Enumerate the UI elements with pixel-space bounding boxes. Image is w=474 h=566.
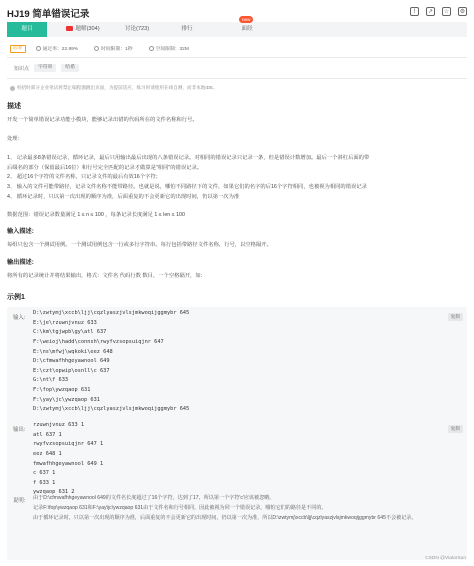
pass-rate-text: 通过率：22.99% (42, 47, 79, 52)
tab-interview[interactable]: 面经 (241, 26, 253, 32)
title-tools (410, 7, 467, 16)
rule-line: 2、 超过16个字符的文件名称，只记录文件的最后有效16个字符； (7, 174, 161, 180)
example-input[interactable] (33, 309, 189, 415)
pass-rate (36, 45, 78, 52)
memory-icon (149, 46, 154, 51)
tab-ranking[interactable]: 排行 (181, 26, 193, 32)
problem-title: HJ19 简单错误记录 (7, 9, 90, 20)
copy-output-button[interactable]: 复制 (448, 425, 463, 433)
code-line: rwyfvzsopsuiqjnr 647 1 (33, 441, 104, 448)
code-line: E:\je\rzuwnjvnuz 633 (33, 319, 97, 326)
explain-line: 由于循环记录时，只以第一次出现的顺序为准，后面重复的不会更新它的出现时间，仍以第一次为准，所以D:\zwtymj\xccb\ljj\cqzlyaszjvlsjmkwoqijggmybr 645不会被记录。 (33, 514, 417, 521)
code-line: rzuwnjvnuz 633 1 (33, 422, 85, 428)
rule-line: 1、 记录最多8条错误记录，循环记录，最后只用输出最后出现的八条错误记录。对相同的错误记录只记录一条，但是错误计数增加。最后一个斜杠后面的带 (7, 155, 370, 161)
input-label: 输入: (13, 315, 26, 321)
input-title: 输入描述: (7, 228, 34, 235)
example-title: 示例1 (7, 294, 25, 301)
settings-icon[interactable]: ⚙ (459, 8, 466, 15)
code-line: eez 648 1 (33, 450, 62, 457)
knowledge-points (14, 64, 79, 72)
code-line: D:\zwtymj\xccb\ljj\cqzlyaszjvlsjmkwoqijggmybr 645 (33, 310, 190, 316)
describe-intro: 开发一个简单错误记录功能小模块，能够记录出错的代码所在的文件名称和行号。 (7, 117, 198, 123)
video-icon (66, 26, 73, 31)
example-output[interactable] (33, 421, 103, 498)
time-limit (94, 45, 132, 52)
example-box (7, 307, 467, 560)
tab-discussion[interactable]: 讨论(723) (124, 26, 150, 32)
notice-text: 校招时部分企业笔试将禁止编程题跳出页面，为提前适应，练习时请使用在线自测，而非本地IDE。 (17, 85, 218, 90)
knowledge-label: 知识点 (14, 65, 30, 72)
code-line: ywzqaop 631 2 (33, 489, 75, 496)
code-line: fmwafhhgeyawnool 649 1 (33, 460, 104, 467)
rule-line: 3、 输入的文件可能带路径，记录文件名称不能带路径。也就是说，哪怕不同路径下的文件，如果它们的名字的后16个字符相同，也被视为相同的错误记录 (7, 184, 367, 190)
title-row (7, 4, 467, 22)
rule-line: 4、 循环记录时，只以第一次出现的顺序为准，后面重复的不会更新它的出现时间，仍以第一次为准 (7, 194, 240, 200)
code-line: G:\nt\f 633 (33, 377, 69, 384)
data-range: 数据范围：错误记录数量满足 1 ≤ n ≤ 100 ，每条记录长度满足 1 ≤ len ≤ 100 (7, 212, 185, 218)
code-line: atl 637 1 (33, 431, 62, 438)
code-line: E:\ns\mfwj\wqkoki\eez 648 (33, 348, 113, 355)
code-line: F:\fop\ywzqaop 631 (33, 387, 91, 394)
process-title: 处理： (7, 136, 23, 142)
star-icon[interactable]: ☆ (443, 8, 450, 15)
code-line: F:\weioj\hadd\connsh\rwyfvzsopsuiqjnr 647 (33, 338, 164, 345)
time-limit-text: 时间限制：1秒 (101, 47, 133, 52)
output-text: 将所有的记录统计并将结果输出，格式：文件名 代码行数 数目，一个空格隔开，如: (7, 273, 203, 279)
tab-solutions[interactable] (57, 22, 109, 37)
code-line: f 633 1 (33, 479, 56, 486)
knowledge-tag[interactable]: 哈希 (61, 64, 79, 72)
difficulty-badge: 较难 (10, 45, 26, 53)
describe-title: 描述 (7, 103, 21, 110)
copy-input-button[interactable]: 复制 (448, 313, 463, 321)
rule-line: 后缀名的部分（保留最后16位）和行号完全匹配的记录才做算是"相同"的错误记录。 (7, 165, 203, 171)
example-explanation (33, 494, 416, 523)
check-icon (36, 46, 41, 51)
input-text: 每组只包含一个测试用例。一个测试用例包含一行或多行字符串。每行包括带路径文件名称，行号，以空格隔开。 (7, 242, 272, 248)
tab-solutions-label: 题解(304) (75, 26, 100, 32)
code-line: F:\yay\jc\ywzqaop 631 (33, 396, 100, 403)
explain-line: 由于D:\cfmwafhhgeyawnool 649的文件名长度超过了16个字符，达到了17，所以第一个字符'c'应该被忽略。 (33, 495, 275, 501)
problem-meta (10, 44, 205, 53)
tab-problem[interactable]: 题目 (7, 22, 47, 37)
explain-line: 记录F:\fop\ywzqaop 631和F:\yay\jc\ywzqaop 631由于文件名和行号相同，因此被视为同一个错误记录，哪怕它们的路径是不同的。 (33, 504, 327, 511)
new-badge: new (239, 16, 253, 23)
share-icon[interactable]: ↗ (427, 8, 434, 15)
divider (7, 57, 467, 58)
divider (7, 78, 467, 79)
code-line: D:\zwtymj\xccb\ljj\cqzlyaszjvlsjmkwoqijggmybr 645 (33, 406, 190, 413)
code-line: D:\cfmwafhhgeyawnool 649 (33, 358, 110, 365)
info-icon (10, 86, 15, 91)
memory-limit-text: 空间限制：32M (155, 47, 189, 52)
code-line: c 637 1 (33, 470, 56, 477)
clock-icon (94, 46, 99, 51)
ide-notice (10, 85, 218, 91)
watermark: CSDN @ViatorSun (425, 556, 466, 561)
code-line: E:\czt\opwip\osnll\c 637 (33, 367, 110, 374)
output-title: 输出描述: (7, 259, 34, 266)
code-line: C:\km\tgjwpb\gy\atl 637 (33, 329, 107, 336)
error-report-icon[interactable]: ! (410, 7, 419, 16)
problem-tabs (7, 22, 467, 37)
knowledge-tag[interactable]: 字符串 (34, 64, 56, 72)
memory-limit (149, 45, 189, 52)
output-label: 输出: (13, 427, 26, 433)
explain-label: 说明: (13, 498, 26, 504)
